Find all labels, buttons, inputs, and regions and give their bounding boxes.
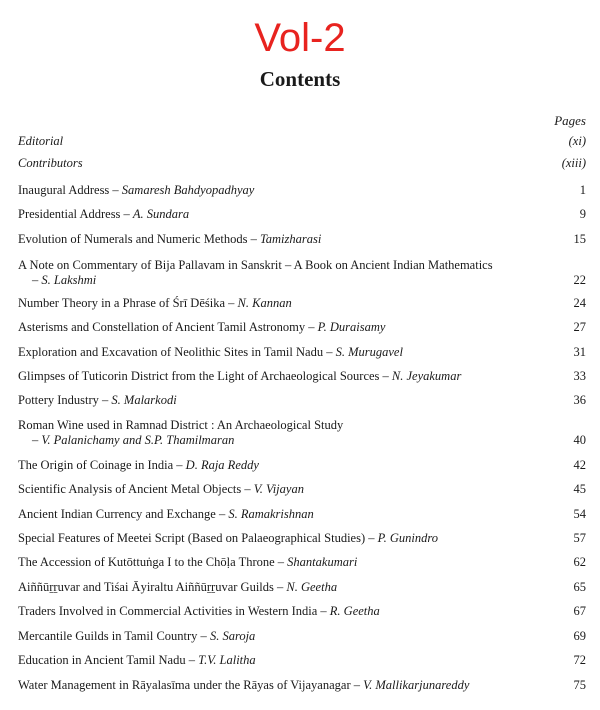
page-number: 22: [573, 273, 586, 287]
entry-author: T.V. Lalitha: [198, 653, 256, 667]
entry-title: Number Theory in a Phrase of Śrī Dēśika –: [18, 296, 238, 310]
toc-entry: [18, 604, 586, 619]
entry-author: Shantakumari: [287, 555, 358, 569]
entry-author: S. Saroja: [209, 629, 256, 643]
toc-entry: [18, 531, 586, 546]
page-number: 9: [579, 207, 586, 221]
entry-title: Exploration and Excavation of Neolithic Sites in Tamil Nadu –: [18, 345, 336, 359]
entry-title: Inaugural Address –: [18, 183, 122, 197]
entry-title: Mercantile Guilds in Tamil Country –: [18, 629, 210, 643]
entry-author: V. Mallikarjunareddy: [363, 678, 470, 692]
toc-entry: [18, 653, 586, 668]
entry-author: P. Gunindro: [377, 531, 439, 545]
page-number: 36: [573, 393, 586, 407]
entry-author: N. Geetha: [286, 580, 338, 594]
entry-title: Roman Wine used in Ramnad District : An Archaeological Study: [18, 418, 344, 432]
toc-entry: [18, 232, 586, 247]
entry-author: D. Raja Reddy: [185, 458, 259, 472]
toc-entry: [18, 258, 586, 288]
entry-author: V. Vijayan: [253, 482, 304, 496]
toc-entry: [18, 507, 586, 522]
toc-entry: [18, 482, 586, 497]
entry-title: Special Features of Meetei Script (Based on Palaeographical Studies) –: [18, 531, 378, 545]
entry-title: Ancient Indian Currency and Exchange –: [18, 507, 229, 521]
entry-title: Presidential Address –: [18, 207, 133, 221]
entry-author: – V. Palanichamy and S.P. Thamilmaran: [32, 433, 235, 447]
page-number: 33: [573, 369, 586, 383]
page-number: 62: [573, 555, 586, 569]
front-matter-row: [18, 134, 586, 149]
page-number: 69: [573, 629, 586, 643]
entry-title: Scientific Analysis of Ancient Metal Objects –: [18, 482, 254, 496]
page-number: 67: [573, 604, 586, 618]
page-number: (xi): [568, 134, 586, 148]
entry-title: Pottery Industry –: [18, 393, 112, 407]
toc-entry: [18, 345, 586, 360]
toc-entry: [18, 369, 586, 384]
entry-author: N. Jeyakumar: [391, 369, 462, 383]
page-title: Contents: [259, 67, 341, 91]
entry-title: Glimpses of Tuticorin District from the Light of Archaeological Sources –: [18, 369, 392, 383]
entry-title: Water Management in Rāyalasīma under the Rāyas of Vijayanagar –: [18, 678, 364, 692]
front-matter-label: Contributors: [18, 156, 83, 170]
entry-author: Samaresh Bahdyopadhyay: [121, 183, 255, 197]
page-number: 45: [573, 482, 586, 496]
toc-entry: [18, 320, 586, 335]
toc-entry: [18, 418, 586, 448]
page-number: 57: [573, 531, 586, 545]
entry-author: S. Malarkodi: [111, 393, 177, 407]
entry-title: Aiññūṟṟuvar and Tiśai Āyiraltu Aiññūṟṟuvar Guilds –: [18, 580, 287, 594]
page-number: (xiii): [561, 156, 586, 170]
toc-entry: [18, 207, 586, 222]
toc-entry: [18, 580, 586, 595]
entry-author: P. Duraisamy: [317, 320, 386, 334]
entry-title: The Accession of Kutōttuṅga I to the Chōḷa Throne –: [18, 555, 288, 569]
toc-entry: [18, 458, 586, 473]
entry-title: Education in Ancient Tamil Nadu –: [18, 653, 199, 667]
page-number: 1: [579, 183, 586, 197]
entry-title: Asterisms and Constellation of Ancient Tamil Astronomy –: [18, 320, 318, 334]
toc-entry: [18, 678, 586, 693]
page-number: 27: [573, 320, 586, 334]
entry-title: Traders Involved in Commercial Activities in Western India –: [18, 604, 330, 618]
toc-entry: [18, 393, 586, 408]
volume-label: Vol-2: [254, 16, 346, 60]
entry-author: N. Kannan: [237, 296, 292, 310]
page-number: 65: [573, 580, 586, 594]
page-number: 72: [573, 653, 586, 667]
front-matter-row: [18, 156, 586, 171]
entry-title: The Origin of Coinage in India –: [18, 458, 186, 472]
toc-entry: [18, 555, 586, 570]
page-number: 54: [573, 507, 586, 521]
front-matter-label: Editorial: [18, 134, 64, 148]
entry-author: S. Murugavel: [335, 345, 403, 359]
entry-author: A. Sundara: [132, 207, 190, 221]
entry-author: Tamizharasi: [259, 232, 322, 246]
toc-entry: [18, 183, 586, 198]
pages-column-heading: Pages: [554, 113, 586, 128]
page-number: 75: [573, 678, 586, 692]
entry-author: S. Ramakrishnan: [228, 507, 314, 521]
page-number: 31: [573, 345, 586, 359]
page-number: 40: [573, 433, 586, 447]
page-number: 24: [573, 296, 586, 310]
entry-title: A Note on Commentary of Bija Pallavam in Sanskrit – A Book on Ancient Indian Mathematics: [18, 258, 493, 272]
entry-author: – S. Lakshmi: [32, 273, 97, 287]
toc-entry: [18, 629, 586, 644]
entry-title: Evolution of Numerals and Numeric Methods –: [18, 232, 260, 246]
toc-entry: [18, 296, 586, 311]
page-number: 15: [573, 232, 586, 246]
page-number: 42: [573, 458, 586, 472]
entry-author: R. Geetha: [329, 604, 380, 618]
